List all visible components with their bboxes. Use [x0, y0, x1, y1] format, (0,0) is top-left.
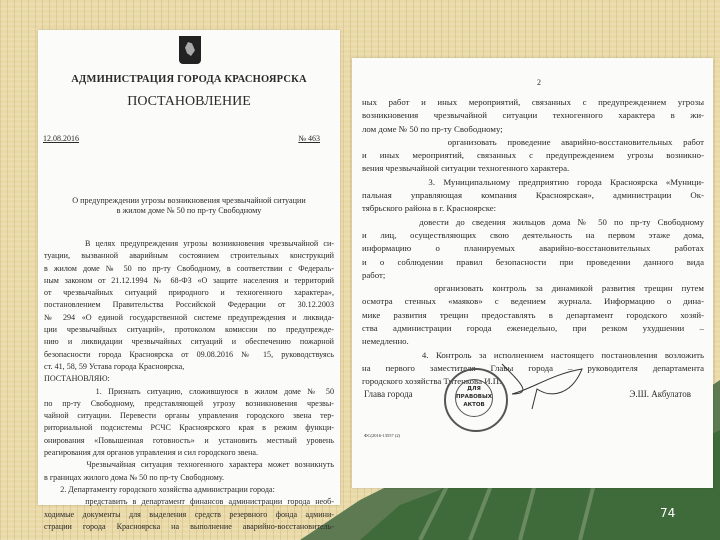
- body-line: вения чрезвычайной ситуации техногенного характера.: [362, 163, 570, 174]
- body-line: 3. Муниципальному предприятию города Красноярска «Муници-: [362, 176, 704, 187]
- body-line: В целях предупреждения угрозы возникновения чрезвычайной си-: [44, 239, 334, 248]
- body-line: и иных мероприятий, связанных с предупреждением угрозы возникно-: [362, 150, 704, 161]
- body-line: 2. Департаменту городского хозяйства администрации города:: [44, 484, 275, 494]
- body-line: ства администрации города еженедельно, при резком ухудшении –: [362, 323, 704, 334]
- body-line: в границах жилого дома № 50 по пр-ту Свободному.: [44, 472, 225, 482]
- body-line: осмотра стенных «маяков» с ведением журнала. Информацию о дина-: [362, 296, 704, 307]
- slide-number: 74: [660, 506, 676, 520]
- body-line: ных работ и иных мероприятий, связанных с предупреждением угрозы: [362, 97, 704, 107]
- document-body: [44, 238, 334, 533]
- body-line: от чрезвычайных ситуаций природного и техногенного характера»,: [44, 288, 334, 298]
- document-number: № 463: [298, 134, 320, 143]
- body-line: ст. 41, 58, 59 Устава города Красноярска,: [44, 361, 185, 371]
- coat-of-arms-icon: [179, 36, 201, 64]
- body-line: 1. Признать ситуацию, сложившуюся в жилом доме № 50: [44, 386, 334, 396]
- body-line: тябрьского района в г. Красноярске:: [362, 203, 497, 214]
- body-line: представить в департамент финансов администрации города необ-: [44, 497, 334, 507]
- body-line: довести до сведения жильцов дома № 50 по пр-ту Свободному: [362, 216, 704, 227]
- document-code: ФС(2016-13557 (2): [364, 433, 401, 438]
- body-line: и о соблюдении правил безопасности при проведении данного вида: [362, 256, 704, 267]
- body-line: организовать контроль за динамикой развития трещин путем: [362, 283, 704, 294]
- body-line: № 294 «О единой государственной системе предупреждения и ликвида-: [44, 312, 334, 322]
- handwritten-signature: [492, 354, 592, 414]
- document-date: 12.08.2016: [43, 134, 79, 143]
- body-line: мике развития трещин предоставлять в департамент городского хозяй-: [362, 309, 704, 320]
- body-line: постановлением Правительства Российской Федерации от 30.12.2003: [44, 300, 334, 310]
- page-number: 2: [537, 78, 541, 87]
- body-line: в жилом доме № 50 по пр-ту Свободному, в соответствии с Федераль-: [44, 263, 334, 273]
- body-line: по пр-ту Свободному, представляющей угрозу возникновения чрезвы-: [44, 398, 334, 408]
- body-line: реагирования для органов управления и сил городского звена.: [44, 448, 259, 458]
- document-subject: [38, 196, 340, 216]
- body-line: информацию о планируемых аварийно-восстановительных работах: [362, 243, 704, 254]
- organization-name: АДМИНИСТРАЦИЯ ГОРОДА КРАСНОЯРСКА: [71, 74, 307, 85]
- document-page-2: [352, 58, 713, 488]
- body-line: возникновения чрезвычайной ситуации техногенного характера в жи-: [362, 110, 704, 121]
- body-line: ходимые документы для выделения средств резервного фонда админи-: [44, 509, 334, 519]
- body-line: туации, вызванной аварийным состоянием строительных конструкций: [44, 251, 334, 261]
- body-line: риториальной подсистемы РСЧС Красноярского края в режим функци-: [44, 423, 334, 433]
- body-line: и лиц, осуществляющих свою деятельность на первом этаже дома,: [362, 229, 704, 240]
- signature-title: Глава города: [364, 389, 413, 399]
- body-line: немедленно.: [362, 336, 409, 347]
- body-line: чайной ситуации. Перевести органы управления городского звена тер-: [44, 411, 334, 421]
- body-line: пальная управляющая компания Красноярская», администрации Ок-: [362, 190, 704, 201]
- body-line: страции города Красноярска на выполнение аварийно-восстановитель-: [44, 521, 334, 531]
- body-line: ции чрезвычайных ситуаций», протоколом комиссии по предупрежде-: [44, 325, 334, 335]
- body-line: работ;: [362, 269, 386, 280]
- body-line: лом доме № 50 по пр-ту Свободному;: [362, 123, 503, 134]
- body-line: ным законом от 21.12.1994 № 68-ФЗ «О защите населения и территорий: [44, 275, 334, 285]
- body-line: организовать проведение аварийно-восстановительных работ: [362, 136, 704, 147]
- official-seal: ДЛЯ ПРАВОВЫХ АКТОВ: [444, 368, 508, 432]
- body-line: 4. Контроль за исполнением настоящего постановления возложить: [362, 349, 704, 360]
- body-line: онирования «Повышенная готовность» и установить местный уровень: [44, 435, 334, 445]
- body-line: на первого заместителя Главы города – руководителя департамента: [362, 362, 704, 373]
- body-line: безопасности города Красноярска от 09.08.2016 № 15, руководствуясь: [44, 349, 334, 359]
- body-line: ПОСТАНОВЛЯЮ:: [44, 374, 110, 384]
- body-line: Чрезвычайная ситуация техногенного характера может возникнуть: [44, 460, 334, 470]
- document-body: [362, 96, 704, 389]
- subject-line: О предупреждении угрозы возникновения чрезвычайной ситуации: [72, 196, 306, 205]
- subject-line: в жилом доме № 50 по пр-ту Свободному: [116, 206, 262, 215]
- body-line: нию и ликвидации чрезвычайных ситуаций и обеспечению пожарной: [44, 337, 334, 347]
- body-line: городского хозяйства Титенкова И.П.: [362, 376, 502, 387]
- document-page-1: [38, 30, 340, 531]
- signer-name: Э.Ш. Акбулатов: [629, 389, 691, 399]
- document-type: ПОСТАНОВЛЕНИЕ: [127, 94, 251, 109]
